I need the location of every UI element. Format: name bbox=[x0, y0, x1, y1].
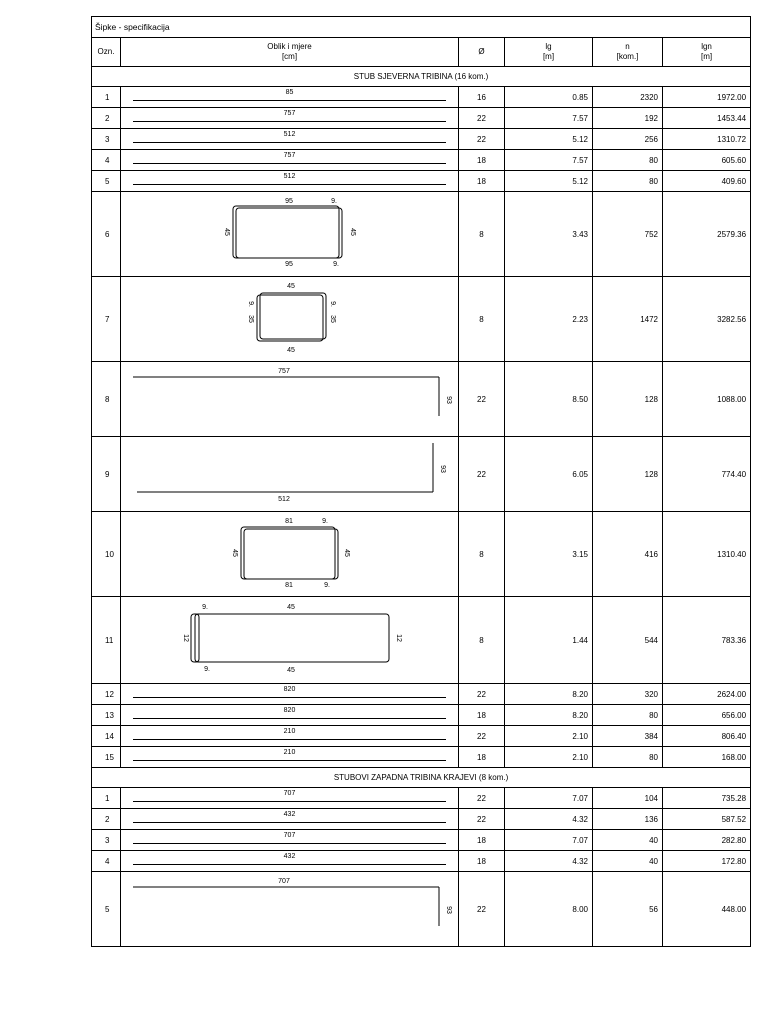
cell-n: 104 bbox=[593, 788, 663, 809]
table-row bbox=[92, 726, 751, 747]
dim-hook: 93 bbox=[439, 465, 446, 473]
cell-lgn: 783.36 bbox=[663, 597, 751, 684]
cell-lgn: 1972.00 bbox=[663, 87, 751, 108]
straight-bar bbox=[121, 705, 458, 725]
cell-lg: 8.20 bbox=[505, 684, 593, 705]
cell-diameter: 8 bbox=[459, 512, 505, 597]
cell-shape bbox=[121, 788, 459, 809]
straight-bar bbox=[121, 171, 458, 191]
dim-bottom: 45 bbox=[287, 347, 295, 354]
stirrup-outline bbox=[257, 295, 323, 341]
cell-diameter: 8 bbox=[459, 597, 505, 684]
cell-lg: 8.50 bbox=[505, 362, 593, 437]
header-lg-title: lg bbox=[545, 42, 552, 51]
header-lg-unit: [m] bbox=[542, 52, 555, 61]
cell-ozn: 2 bbox=[92, 809, 121, 830]
bar-line bbox=[133, 100, 446, 101]
cell-lg: 5.12 bbox=[505, 171, 593, 192]
header-diameter: Ø bbox=[459, 38, 505, 67]
table-row bbox=[92, 171, 751, 192]
cell-shape bbox=[121, 87, 459, 108]
dim-length: 757 bbox=[283, 110, 296, 117]
dim-left: 35 bbox=[247, 315, 254, 323]
table-row bbox=[92, 851, 751, 872]
cell-diameter: 22 bbox=[459, 108, 505, 129]
table-row bbox=[92, 437, 751, 512]
cell-ozn: 14 bbox=[92, 726, 121, 747]
cell-lgn: 587.52 bbox=[663, 809, 751, 830]
cell-n: 752 bbox=[593, 192, 663, 277]
header-shape bbox=[121, 38, 459, 67]
dim-hook-top: 9. bbox=[202, 604, 208, 611]
straight-bar bbox=[121, 851, 458, 871]
header-shape-unit: [cm] bbox=[281, 52, 298, 61]
table-row bbox=[92, 809, 751, 830]
cell-ozn: 10 bbox=[92, 512, 121, 597]
table-row bbox=[92, 597, 751, 684]
header-row bbox=[92, 38, 751, 67]
cell-lgn: 1088.00 bbox=[663, 362, 751, 437]
dim-length: 820 bbox=[283, 686, 296, 693]
cell-lgn: 3282.56 bbox=[663, 277, 751, 362]
bar-line bbox=[133, 697, 446, 698]
cell-n: 80 bbox=[593, 747, 663, 768]
dim-left: 45 bbox=[231, 549, 238, 557]
cell-diameter: 18 bbox=[459, 747, 505, 768]
cell-shape bbox=[121, 809, 459, 830]
stirrup-overlap bbox=[260, 293, 326, 339]
cell-shape bbox=[121, 851, 459, 872]
straight-bar bbox=[121, 150, 458, 170]
bar-line bbox=[133, 718, 446, 719]
cell-lgn: 774.40 bbox=[663, 437, 751, 512]
dim-length: 707 bbox=[283, 832, 296, 839]
cell-ozn: 5 bbox=[92, 872, 121, 947]
bar-line bbox=[133, 864, 446, 865]
dim-length: 512 bbox=[283, 131, 296, 138]
table-row bbox=[92, 705, 751, 726]
table-row bbox=[92, 747, 751, 768]
straight-bar bbox=[121, 830, 458, 850]
table-row bbox=[92, 108, 751, 129]
table-row bbox=[92, 192, 751, 277]
dim-length: 432 bbox=[283, 811, 296, 818]
dim-left: 45 bbox=[223, 228, 230, 236]
cell-lg: 2.10 bbox=[505, 726, 593, 747]
cell-lgn: 1310.40 bbox=[663, 512, 751, 597]
cell-lg: 7.57 bbox=[505, 108, 593, 129]
cell-diameter: 22 bbox=[459, 129, 505, 150]
cell-ozn: 9 bbox=[92, 437, 121, 512]
dim-hook: 93 bbox=[445, 906, 452, 914]
cell-n: 56 bbox=[593, 872, 663, 947]
cell-diameter: 18 bbox=[459, 851, 505, 872]
cell-n: 80 bbox=[593, 150, 663, 171]
cell-n: 80 bbox=[593, 705, 663, 726]
section-title: STUB SJEVERNA TRIBINA (16 kom.) bbox=[92, 67, 751, 87]
cell-lgn: 2624.00 bbox=[663, 684, 751, 705]
bar-line bbox=[133, 121, 446, 122]
cell-shape bbox=[121, 108, 459, 129]
cell-shape bbox=[121, 705, 459, 726]
table-row bbox=[92, 788, 751, 809]
bar-shape-drawing bbox=[121, 512, 459, 594]
stirrup-overlap bbox=[244, 529, 338, 579]
cell-ozn: 3 bbox=[92, 830, 121, 851]
cell-ozn: 4 bbox=[92, 150, 121, 171]
stirrup-overlap bbox=[236, 208, 342, 258]
cell-n: 136 bbox=[593, 809, 663, 830]
section-title: STUBOVI ZAPADNA TRIBINA KRAJEVI (8 kom.) bbox=[92, 768, 751, 788]
cell-lg: 6.05 bbox=[505, 437, 593, 512]
bar-line bbox=[133, 760, 446, 761]
cell-shape bbox=[121, 726, 459, 747]
cell-ozn: 5 bbox=[92, 171, 121, 192]
bar-line bbox=[133, 843, 446, 844]
straight-bar bbox=[121, 129, 458, 149]
table-row bbox=[92, 87, 751, 108]
cell-diameter: 18 bbox=[459, 830, 505, 851]
header-ozn: Ozn. bbox=[92, 38, 121, 67]
bar-line bbox=[133, 801, 446, 802]
dim-hook-top: 9. bbox=[331, 198, 337, 205]
cell-shape bbox=[121, 830, 459, 851]
cell-shape bbox=[121, 872, 459, 947]
dim-top: 45 bbox=[287, 283, 295, 290]
cell-lgn: 656.00 bbox=[663, 705, 751, 726]
header-lgn-unit: [m] bbox=[700, 52, 713, 61]
cell-diameter: 18 bbox=[459, 150, 505, 171]
cell-lg: 7.07 bbox=[505, 788, 593, 809]
cell-shape bbox=[121, 362, 459, 437]
specification-sheet bbox=[91, 16, 750, 947]
straight-bar bbox=[121, 684, 458, 704]
rebar-specification-table bbox=[91, 16, 751, 947]
table-row bbox=[92, 872, 751, 947]
dim-hook: 93 bbox=[445, 396, 452, 404]
cell-ozn: 2 bbox=[92, 108, 121, 129]
header-lg bbox=[505, 38, 593, 67]
cell-diameter: 8 bbox=[459, 192, 505, 277]
cell-lg: 3.15 bbox=[505, 512, 593, 597]
cell-lgn: 409.60 bbox=[663, 171, 751, 192]
cell-lg: 4.32 bbox=[505, 809, 593, 830]
straight-bar bbox=[121, 108, 458, 128]
cell-lgn: 1453.44 bbox=[663, 108, 751, 129]
stirrup-outline bbox=[241, 527, 335, 579]
cell-lg: 2.10 bbox=[505, 747, 593, 768]
cell-lg: 4.32 bbox=[505, 851, 593, 872]
cell-shape bbox=[121, 150, 459, 171]
cell-diameter: 22 bbox=[459, 726, 505, 747]
header-n-unit: [kom.] bbox=[616, 52, 639, 61]
cell-diameter: 22 bbox=[459, 362, 505, 437]
cell-diameter: 22 bbox=[459, 437, 505, 512]
dim-hook-right: 9. bbox=[329, 301, 336, 307]
cell-diameter: 22 bbox=[459, 788, 505, 809]
bar-shape-drawing bbox=[121, 277, 459, 359]
straight-bar bbox=[121, 788, 458, 808]
dim-hook-top: 9. bbox=[322, 518, 328, 525]
cell-ozn: 3 bbox=[92, 129, 121, 150]
dim-right: 12 bbox=[395, 634, 402, 642]
stirrup-outline bbox=[195, 614, 389, 662]
cell-shape bbox=[121, 747, 459, 768]
straight-bar bbox=[121, 87, 458, 107]
dim-right: 45 bbox=[349, 228, 356, 236]
dim-length: 707 bbox=[278, 878, 290, 885]
cell-diameter: 16 bbox=[459, 87, 505, 108]
dim-hook-bottom: 9. bbox=[333, 261, 339, 268]
section-row bbox=[92, 768, 751, 788]
cell-ozn: 6 bbox=[92, 192, 121, 277]
straight-bar bbox=[121, 809, 458, 829]
bar-shape-drawing bbox=[121, 872, 459, 944]
cell-ozn: 15 bbox=[92, 747, 121, 768]
cell-lg: 2.23 bbox=[505, 277, 593, 362]
dim-right: 45 bbox=[343, 549, 350, 557]
straight-bar bbox=[121, 726, 458, 746]
header-lgn-title: lgn bbox=[701, 42, 712, 51]
cell-diameter: 18 bbox=[459, 171, 505, 192]
dim-bottom: 45 bbox=[287, 667, 295, 674]
cell-diameter: 22 bbox=[459, 809, 505, 830]
cell-n: 192 bbox=[593, 108, 663, 129]
cell-n: 40 bbox=[593, 830, 663, 851]
bar-line bbox=[133, 142, 446, 143]
table-row bbox=[92, 512, 751, 597]
cell-lgn: 1310.72 bbox=[663, 129, 751, 150]
header-n bbox=[593, 38, 663, 67]
bar-shape-drawing bbox=[121, 597, 459, 681]
cell-n: 128 bbox=[593, 362, 663, 437]
cell-n: 2320 bbox=[593, 87, 663, 108]
cell-ozn: 1 bbox=[92, 87, 121, 108]
dim-length: 210 bbox=[283, 749, 296, 756]
cell-lgn: 168.00 bbox=[663, 747, 751, 768]
table-row bbox=[92, 830, 751, 851]
cell-ozn: 4 bbox=[92, 851, 121, 872]
cell-ozn: 8 bbox=[92, 362, 121, 437]
cell-n: 80 bbox=[593, 171, 663, 192]
cell-n: 384 bbox=[593, 726, 663, 747]
cell-shape bbox=[121, 129, 459, 150]
table-row bbox=[92, 684, 751, 705]
bar-line bbox=[133, 163, 446, 164]
bar-shape-drawing bbox=[121, 437, 459, 509]
table-title: Šipke - specifikacija bbox=[92, 17, 751, 38]
cell-shape bbox=[121, 277, 459, 362]
cell-diameter: 8 bbox=[459, 277, 505, 362]
cell-n: 544 bbox=[593, 597, 663, 684]
cell-diameter: 22 bbox=[459, 684, 505, 705]
dim-length: 707 bbox=[283, 790, 296, 797]
bar-shape-drawing bbox=[121, 362, 459, 434]
cell-diameter: 22 bbox=[459, 872, 505, 947]
bar-line bbox=[133, 739, 446, 740]
header-shape-title: Oblik i mjere bbox=[267, 42, 312, 51]
dim-hook-left: 9. bbox=[247, 301, 254, 307]
cell-lgn: 448.00 bbox=[663, 872, 751, 947]
dim-length: 757 bbox=[283, 152, 296, 159]
cell-lg: 1.44 bbox=[505, 597, 593, 684]
cell-shape bbox=[121, 437, 459, 512]
cell-diameter: 18 bbox=[459, 705, 505, 726]
dim-length: 757 bbox=[278, 368, 290, 375]
cell-lgn: 605.60 bbox=[663, 150, 751, 171]
dim-hook-bottom: 9. bbox=[204, 666, 210, 673]
header-lgn bbox=[663, 38, 751, 67]
table-row bbox=[92, 277, 751, 362]
cell-lgn: 806.40 bbox=[663, 726, 751, 747]
cell-lg: 5.12 bbox=[505, 129, 593, 150]
cell-ozn: 13 bbox=[92, 705, 121, 726]
cell-n: 320 bbox=[593, 684, 663, 705]
cell-shape bbox=[121, 684, 459, 705]
dim-length: 432 bbox=[283, 853, 296, 860]
dim-top: 95 bbox=[285, 198, 293, 205]
cell-ozn: 7 bbox=[92, 277, 121, 362]
cell-shape bbox=[121, 171, 459, 192]
dim-length: 210 bbox=[283, 728, 296, 735]
dim-top: 45 bbox=[287, 604, 295, 611]
cell-n: 256 bbox=[593, 129, 663, 150]
cell-ozn: 1 bbox=[92, 788, 121, 809]
dim-top: 81 bbox=[285, 518, 293, 525]
bar-shape-drawing bbox=[121, 192, 459, 274]
cell-lg: 8.00 bbox=[505, 872, 593, 947]
cell-lg: 7.07 bbox=[505, 830, 593, 851]
dim-length: 512 bbox=[278, 496, 290, 503]
dim-left: 12 bbox=[182, 634, 189, 642]
dim-length: 512 bbox=[283, 173, 296, 180]
section-row bbox=[92, 67, 751, 87]
cell-lgn: 735.28 bbox=[663, 788, 751, 809]
cell-shape bbox=[121, 512, 459, 597]
dim-bottom: 95 bbox=[285, 261, 293, 268]
bar-line bbox=[133, 184, 446, 185]
cell-n: 1472 bbox=[593, 277, 663, 362]
dim-hook-bottom: 9. bbox=[324, 582, 330, 589]
cell-ozn: 12 bbox=[92, 684, 121, 705]
bar-line bbox=[133, 822, 446, 823]
cell-ozn: 11 bbox=[92, 597, 121, 684]
cell-lgn: 282.80 bbox=[663, 830, 751, 851]
cell-lgn: 2579.36 bbox=[663, 192, 751, 277]
dim-length: 820 bbox=[283, 707, 296, 714]
dim-bottom: 81 bbox=[285, 582, 293, 589]
cell-lg: 0.85 bbox=[505, 87, 593, 108]
table-row bbox=[92, 129, 751, 150]
cell-lg: 7.57 bbox=[505, 150, 593, 171]
cell-lgn: 172.80 bbox=[663, 851, 751, 872]
cell-lg: 3.43 bbox=[505, 192, 593, 277]
dim-right: 35 bbox=[329, 315, 336, 323]
cell-lg: 8.20 bbox=[505, 705, 593, 726]
cell-n: 128 bbox=[593, 437, 663, 512]
cell-shape bbox=[121, 597, 459, 684]
cell-n: 40 bbox=[593, 851, 663, 872]
table-row bbox=[92, 150, 751, 171]
cell-n: 416 bbox=[593, 512, 663, 597]
cell-shape bbox=[121, 192, 459, 277]
straight-bar bbox=[121, 747, 458, 767]
dim-length: 85 bbox=[285, 89, 294, 96]
table-row bbox=[92, 362, 751, 437]
header-n-title: n bbox=[625, 42, 630, 51]
stirrup-outline bbox=[233, 206, 339, 258]
